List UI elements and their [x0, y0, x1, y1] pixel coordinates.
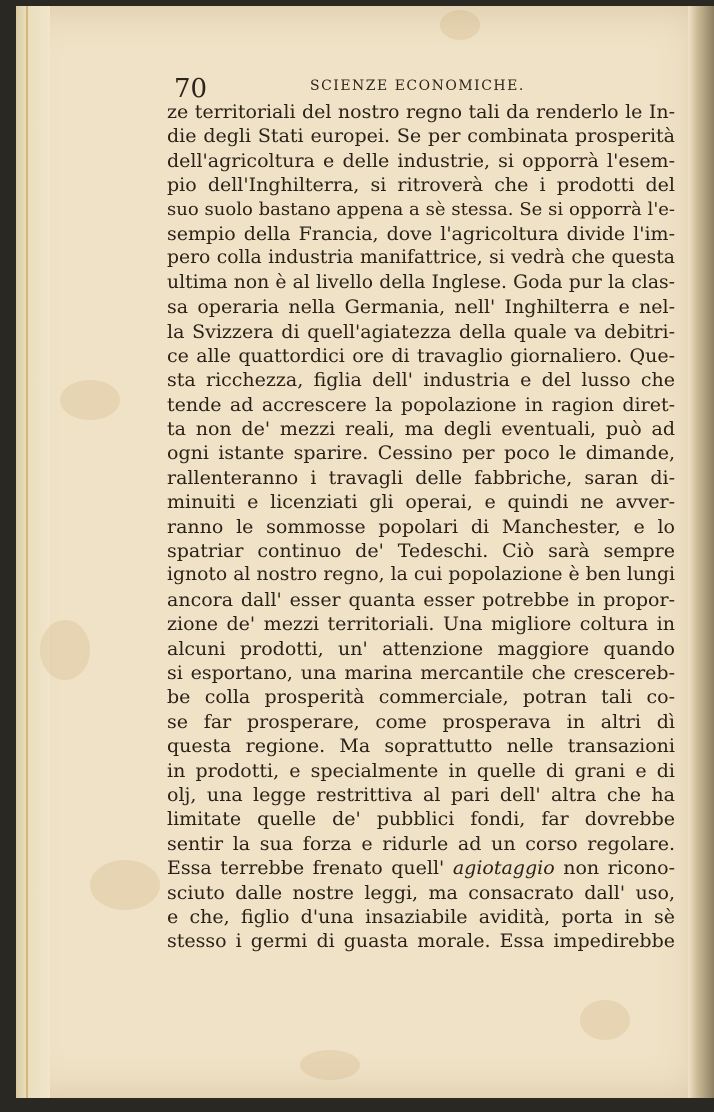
text-line: sempio della Francia, dove l'agricoltura divide l'im- [167, 222, 675, 245]
text-line: si esportano, una marina mercantile che crescereb- [167, 661, 675, 684]
text-line: questa regione. Ma soprattutto nelle transazioni [167, 735, 675, 758]
text-line: ta non de' mezzi reali, ma degli eventuali, può ad [167, 418, 675, 441]
text-line: die degli Stati europei. Se per combinata prosperità [167, 125, 675, 148]
page-gutter [16, 6, 50, 1098]
text-line: e che, figlio d'una insaziabile avidità, porta in sè [167, 905, 675, 928]
page-number: 70 [174, 74, 208, 104]
foxing-stain [440, 10, 480, 40]
text-line: ce alle quattordici ore di travaglio giornaliero. Que- [167, 344, 675, 367]
text-line: ignoto al nostro regno, la cui popolazione è ben lungi [167, 564, 675, 586]
body-text [167, 100, 675, 954]
foxing-stain [90, 860, 160, 910]
text-line: in prodotti, e specialmente in quelle di grani e di [167, 759, 675, 782]
text-line: se far prosperare, come prosperava in altri dì [167, 710, 675, 733]
text-line: olj, una legge restrittiva al pari dell' altra che ha [167, 783, 675, 806]
text-line: sciuto dalle nostre leggi, ma consacrato dall' uso, [167, 881, 675, 904]
text-line: ancora dall' esser quanta esser potrebbe in propor- [167, 588, 675, 611]
text-line: stesso i germi di guasta morale. Essa impedirebbe [167, 930, 675, 953]
text-line: spatriar continuo de' Tedeschi. Ciò sarà sempre [167, 540, 675, 563]
text-line: be colla prosperità commerciale, potran tali co- [167, 686, 675, 709]
text-line: sentir la sua forza e ridurle ad un corso regolare. [167, 832, 675, 855]
text-line: ranno le sommosse popolari di Manchester, e lo [167, 515, 675, 538]
text-line: ze territoriali del nostro regno tali da renderlo le In- [167, 101, 675, 123]
page-fore-edge [688, 6, 714, 1098]
text-line: rallenteranno i travagli delle fabbriche, saran di- [167, 466, 675, 489]
text-line: Essa terrebbe frenato quell' agiotaggio non ricono- [167, 857, 675, 880]
text-line: minuiti e licenziati gli operai, e quindi ne avver- [167, 491, 675, 514]
text-line: dell'agricoltura e delle industrie, si opporrà l'esem- [167, 149, 675, 172]
text-line: pio dell'Inghilterra, si ritroverà che i prodotti del [167, 174, 675, 197]
text-line: limitate quelle de' pubblici fondi, far dovrebbe [167, 808, 675, 831]
foxing-stain [580, 1000, 630, 1040]
text-line: zione de' mezzi territoriali. Una migliore coltura in [167, 613, 675, 636]
text-line: suo suolo bastano appena a sè stessa. Se si opporrà l'e- [167, 198, 675, 220]
text-line: la Svizzera di quell'agiatezza della quale va debitri- [167, 320, 675, 343]
text-line: alcuni prodotti, un' attenzione maggiore quando [167, 637, 675, 660]
text-line: tende ad accrescere la popolazione in ragion diret- [167, 393, 675, 416]
text-line: ultima non è al livello della Inglese. Goda pur la clas- [167, 271, 675, 293]
running-head: SCIENZE ECONOMICHE. [310, 78, 525, 94]
italic-term: agiotaggio [452, 857, 555, 880]
text-line: pero colla industria manifattrice, si vedrà che questa [167, 247, 675, 269]
foxing-stain [300, 1050, 360, 1080]
text-line: ogni istante sparire. Cessino per poco le dimande, [167, 442, 675, 465]
foxing-stain [60, 380, 120, 420]
text-line: sta ricchezza, figlia dell' industria e del lusso che [167, 369, 675, 392]
foxing-stain [40, 620, 90, 680]
page-header [170, 72, 674, 102]
text-line: sa operaria nella Germania, nell' Inghilterra e nel- [167, 296, 675, 319]
